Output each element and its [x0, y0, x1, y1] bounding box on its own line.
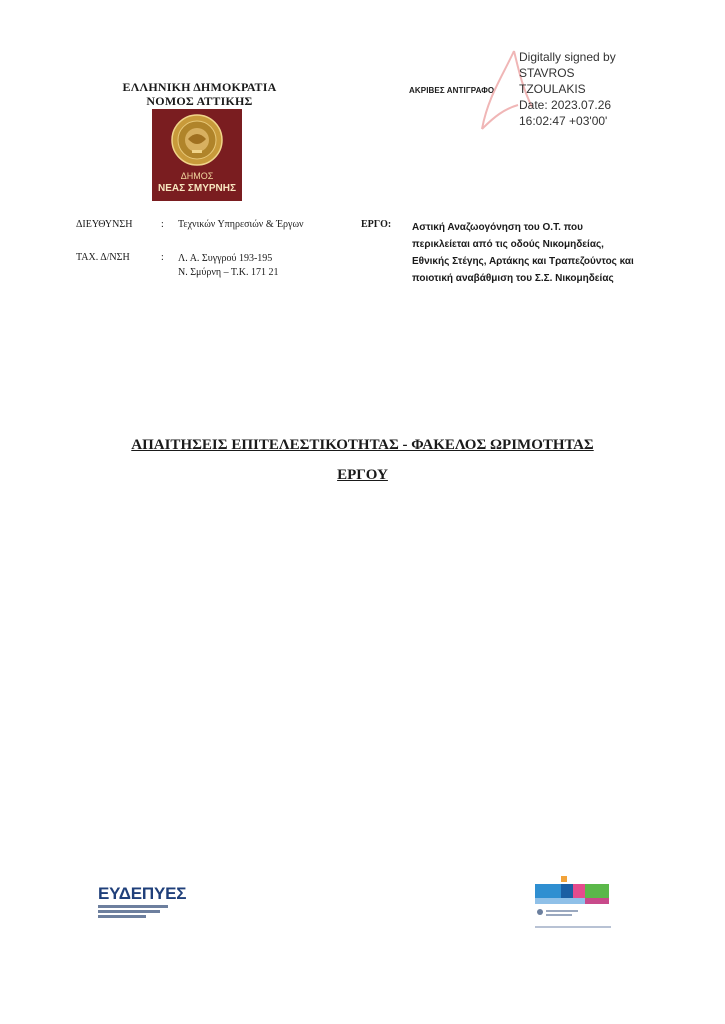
directorate-value: Τεχνικών Υπηρεσιών & Έργων: [178, 219, 304, 230]
document-title: [60, 430, 665, 490]
republic-line: ΕΛΛΗΝΙΚΗ ΔΗΜΟΚΡΑΤΙΑ: [122, 80, 277, 94]
municipality-logo: [152, 109, 242, 201]
address-colon: :: [161, 252, 164, 263]
address-street: Λ. Α. Συγγρού 193-195: [178, 253, 273, 264]
project-line: περικλείεται από τις οδούς Νικομηδείας,: [412, 239, 604, 250]
title-line: ΑΠΑΙΤΗΣΕΙΣ ΕΠΙΤΕΛΕΣΤΙΚΟΤΗΤΑΣ - ΦΑΚΕΛΟΣ ΩΡΙΜΟΤΗΤΑΣ: [131, 437, 594, 453]
signature-date: Date: 2023.07.26: [519, 98, 612, 112]
address-label: ΤΑΧ. Δ/ΝΣΗ: [76, 252, 130, 263]
logo-caption-municipality: ΔΗΜΟΣ: [180, 171, 214, 181]
directorate-colon: :: [161, 219, 164, 230]
signature-line: Digitally signed by: [519, 50, 616, 64]
address-value: [178, 252, 279, 280]
logo-caption-name: ΝΕΑΣ ΣΜΥΡΝΗΣ: [157, 183, 236, 194]
eydap-logo: ΕΥΔΕΠΥΕΣ: [98, 884, 187, 903]
project-line: ποιοτική αναβάθμιση του Σ.Σ. Νικομηδείας: [412, 273, 614, 284]
project-line: Αστική Αναζωογόνηση του Ο.Τ. που: [412, 222, 583, 233]
certified-copy-stamp: ΑΚΡΙΒΕΣ ΑΝΤΙΓΡΑΦΟ: [409, 86, 495, 95]
eydap-logo-subtitle: [98, 905, 178, 920]
municipality-seal-icon: [152, 109, 242, 171]
directorate-label: ΔΙΕΥΘΥΝΣΗ: [76, 219, 133, 230]
digital-signature: [519, 49, 679, 129]
signature-line: TZOULAKIS: [519, 82, 586, 96]
issuer-heading: [112, 80, 287, 108]
signature-time: 16:02:47 +03'00': [519, 114, 608, 128]
project-label: ΕΡΓΟ:: [361, 219, 392, 230]
development-program-logo: [535, 876, 615, 932]
address-city: Ν. Σμύρνη – Τ.Κ. 171 21: [178, 267, 279, 278]
project-description: [412, 219, 677, 287]
project-line: Εθνικής Στέγης, Αρτάκης και Τραπεζούντος και: [412, 256, 634, 267]
prefecture-line: ΝΟΜΟΣ ΑΤΤΙΚΗΣ: [146, 94, 253, 108]
signature-line: STAVROS: [519, 66, 575, 80]
title-line: ΕΡΓΟΥ: [337, 467, 388, 483]
